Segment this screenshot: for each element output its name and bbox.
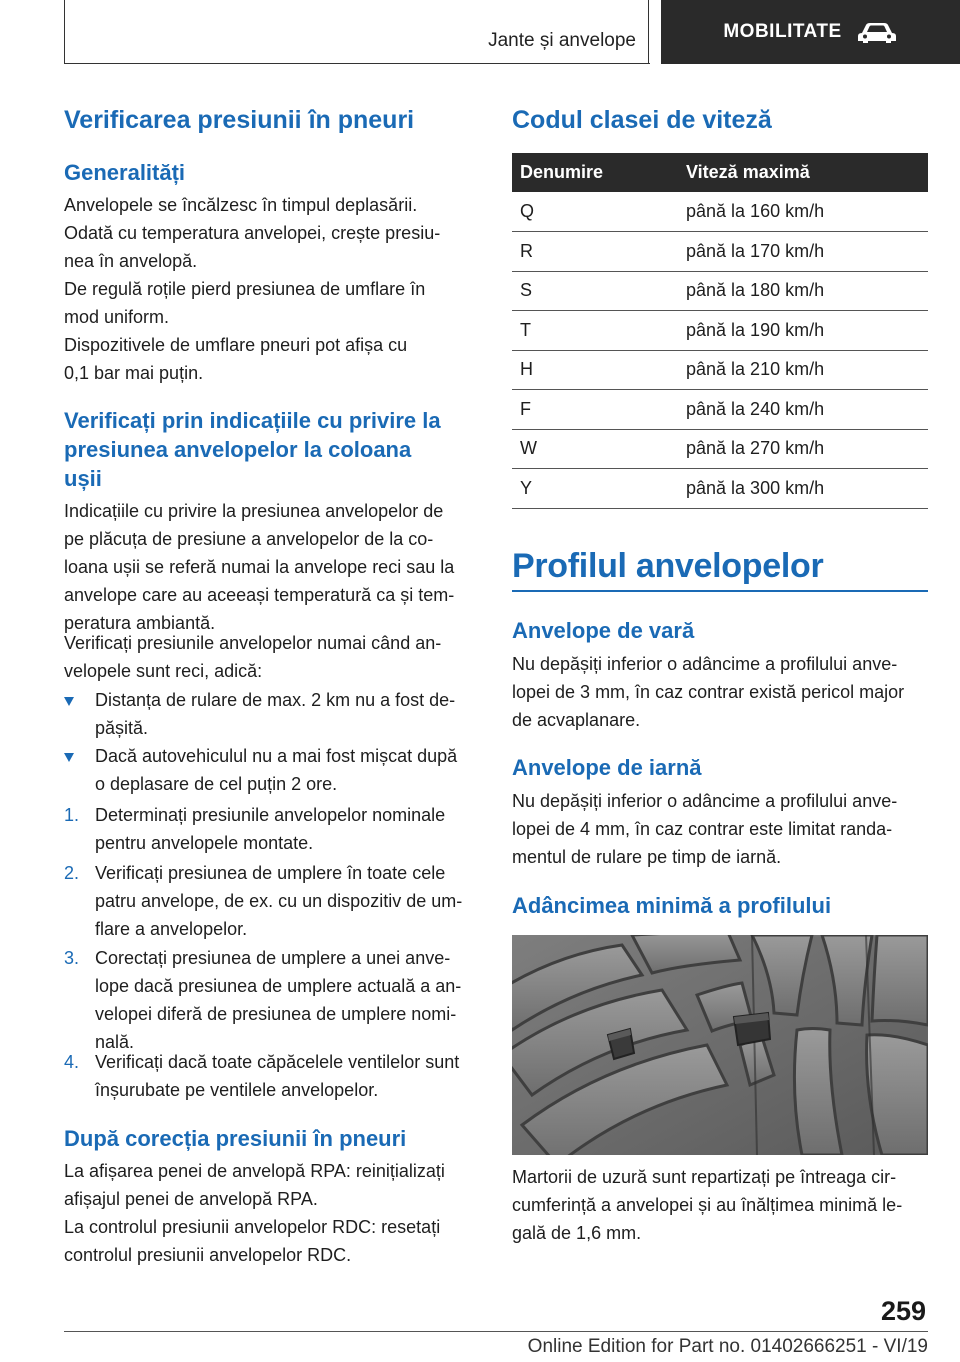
step-number: 1. [64,805,80,825]
text-line: Nu depășiți inferior o adâncime a profilului anve- [512,791,898,811]
text-line: cumferință a anvelopei și au înălțimea minimă le- [512,1195,903,1215]
table-cell: până la 190 km/h [678,311,928,351]
text-line: loana ușii se referă numai la anvelope reci sau la [64,557,455,577]
step-number: 3. [64,948,80,968]
table-cell: până la 300 km/h [678,469,928,509]
table-cell: H [512,350,678,390]
triangle-bullet-icon [64,686,74,714]
text-line: pășită. [95,718,149,738]
text-line: De regulă roțile pierd presiunea de umflare în [64,279,426,299]
header-chapter-label: MOBILITATE [723,21,842,42]
paragraph-after-1 [64,1157,477,1213]
car-icon [856,20,898,44]
table-row [512,311,928,351]
text-line: anvelope care au aceeași temperatură ca și tem- [64,585,455,605]
profile-title: Profilul anvelopelor [512,547,824,585]
heading-line: Verificați prin indicațiile cu privire la [64,408,441,433]
table-row [512,192,928,232]
table-cell: până la 160 km/h [678,192,928,232]
text-line: peratura ambiantă. [64,613,216,633]
text-line: Indicațiile cu privire la presiunea anvelopelor de [64,501,444,521]
text-line: nală. [95,1032,135,1052]
text-line: lope dacă presiunea de umplere actuală a an- [95,976,462,996]
speed-class-table [512,153,928,509]
text-line: Odată cu temperatura anvelopei, crește presiu- [64,223,441,243]
speed-class-title: Codul clasei de viteză [512,106,772,134]
header-left-rule [64,0,65,64]
text-line: înșurubate pe ventilele anvelopelor. [95,1080,379,1100]
text-line: pentru anvelopele montate. [95,833,314,853]
text-line: controlul presiunii anvelopelor RDC. [64,1245,352,1265]
table-cell: W [512,429,678,469]
list-item [64,686,477,742]
table-row [512,390,928,430]
step-number: 2. [64,863,80,883]
text-line: mod uniform. [64,307,170,327]
page-title: Verificarea presiunii în pneuri [64,106,415,134]
text-line: nea în anvelopă. [64,251,198,271]
text-line: Anvelopele se încălzesc în timpul deplasării. [64,195,418,215]
table-row [512,232,928,272]
section-heading-after: După corecția presiunii în pneuri [64,1126,407,1151]
table-row [512,271,928,311]
profile-title-rule [512,590,928,592]
text-line: gală de 1,6 mm. [512,1223,642,1243]
text-line: La afișarea penei de anvelopă RPA: reinițializați [64,1161,445,1181]
text-line: Dacă autovehiculul nu a mai fost mișcat după [95,746,458,766]
footer-rule [64,1331,928,1332]
paragraph-check-1 [64,497,477,637]
column-header: Denumire [512,153,678,192]
text-line: patru anvelope, de ex. cu un dispozitiv de um- [95,891,463,911]
header-divider [648,0,649,64]
section-heading-check [64,406,477,493]
text-line: Distanța de rulare de max. 2 km nu a fost de- [95,690,456,710]
step-number: 4. [64,1052,80,1072]
page-number: 259 [880,1296,926,1326]
text-line: La controlul presiunii anvelopelor RDC: resetați [64,1217,441,1237]
text-line: lopei de 3 mm, în caz contrar există pericol major [512,682,905,702]
numbered-step [64,1048,477,1104]
heading-line: presiunea anvelopelor la coloana [64,437,412,462]
paragraph-general-3 [64,331,477,387]
image-caption [512,1163,928,1247]
table-header-row [512,153,928,192]
table-cell: F [512,390,678,430]
table-row [512,350,928,390]
text-line: afișajul penei de anvelopă RPA. [64,1189,318,1209]
paragraph-general-2 [64,275,477,331]
text-line: Martorii de uzură sunt repartizați pe întreaga cir- [512,1167,897,1187]
text-line: lopei de 4 mm, în caz contrar este limitat randa- [512,819,893,839]
table-cell: până la 170 km/h [678,232,928,272]
text-line: Determinați presiunile anvelopelor nominale [95,805,446,825]
text-line: Dispozitivele de umflare pneuri pot afișa cu [64,335,408,355]
text-line: Verificați presiunea de umplere în toate cele [95,863,446,883]
text-line: velopele sunt reci, adică: [64,661,263,681]
section-heading-min-depth: Adâncimea minimă a profilului [512,893,832,918]
text-line: pe plăcuța de presiune a anvelopelor de la co- [64,529,434,549]
section-heading-summer: Anvelope de vară [512,618,695,643]
tire-tread-image [512,935,928,1155]
text-line: 0,1 bar mai puțin. [64,363,204,383]
header-section-title: Jante și anvelope [488,30,636,51]
list-item [64,742,477,798]
text-line: Verificați dacă toate căpăcelele ventilelor sunt [95,1052,460,1072]
text-line: Nu depășiți inferior o adâncime a profilului anve- [512,654,898,674]
text-line: mentul de rulare pe timp de iarnă. [512,847,782,867]
text-line: velopei diferă de presiunea de umplere nomi- [95,1004,457,1024]
footer-edition: Online Edition for Part no. 01402666251 - VI/19 [527,1336,928,1357]
text-line: Corectați presiunea de umplere a unei anve- [95,948,451,968]
text-line: Verificați presiunile anvelopelor numai când an- [64,633,442,653]
text-line: de acvaplanare. [512,710,641,730]
text-line: o deplasare de cel puțin 2 ore. [95,774,338,794]
wear-indicator-right [734,1013,770,1045]
column-header: Viteză maximă [678,153,928,192]
numbered-step [64,801,477,857]
header-bottom-rule [64,63,650,64]
table-cell: T [512,311,678,351]
numbered-step [64,944,477,1056]
text-line: flare a anvelopelor. [95,919,248,939]
table-cell: S [512,271,678,311]
table-cell: Q [512,192,678,232]
paragraph-winter [512,787,928,871]
table-cell: până la 180 km/h [678,271,928,311]
wear-indicator-left [608,1029,634,1059]
table-row [512,429,928,469]
tire-tread-illustration [512,935,928,1155]
section-heading-general: Generalități [64,160,186,185]
paragraph-check-2 [64,629,477,685]
table-cell: Y [512,469,678,509]
table-cell: R [512,232,678,272]
table-cell: până la 210 km/h [678,350,928,390]
numbered-step [64,859,477,943]
paragraph-general-1 [64,191,477,275]
heading-line: ușii [64,466,102,491]
paragraph-after-2 [64,1213,477,1269]
section-heading-winter: Anvelope de iarnă [512,755,702,780]
paragraph-summer [512,650,928,734]
table-row [512,469,928,509]
triangle-bullet-icon [64,742,74,770]
header-chapter-tab [661,0,960,64]
table-cell: până la 270 km/h [678,429,928,469]
table-cell: până la 240 km/h [678,390,928,430]
